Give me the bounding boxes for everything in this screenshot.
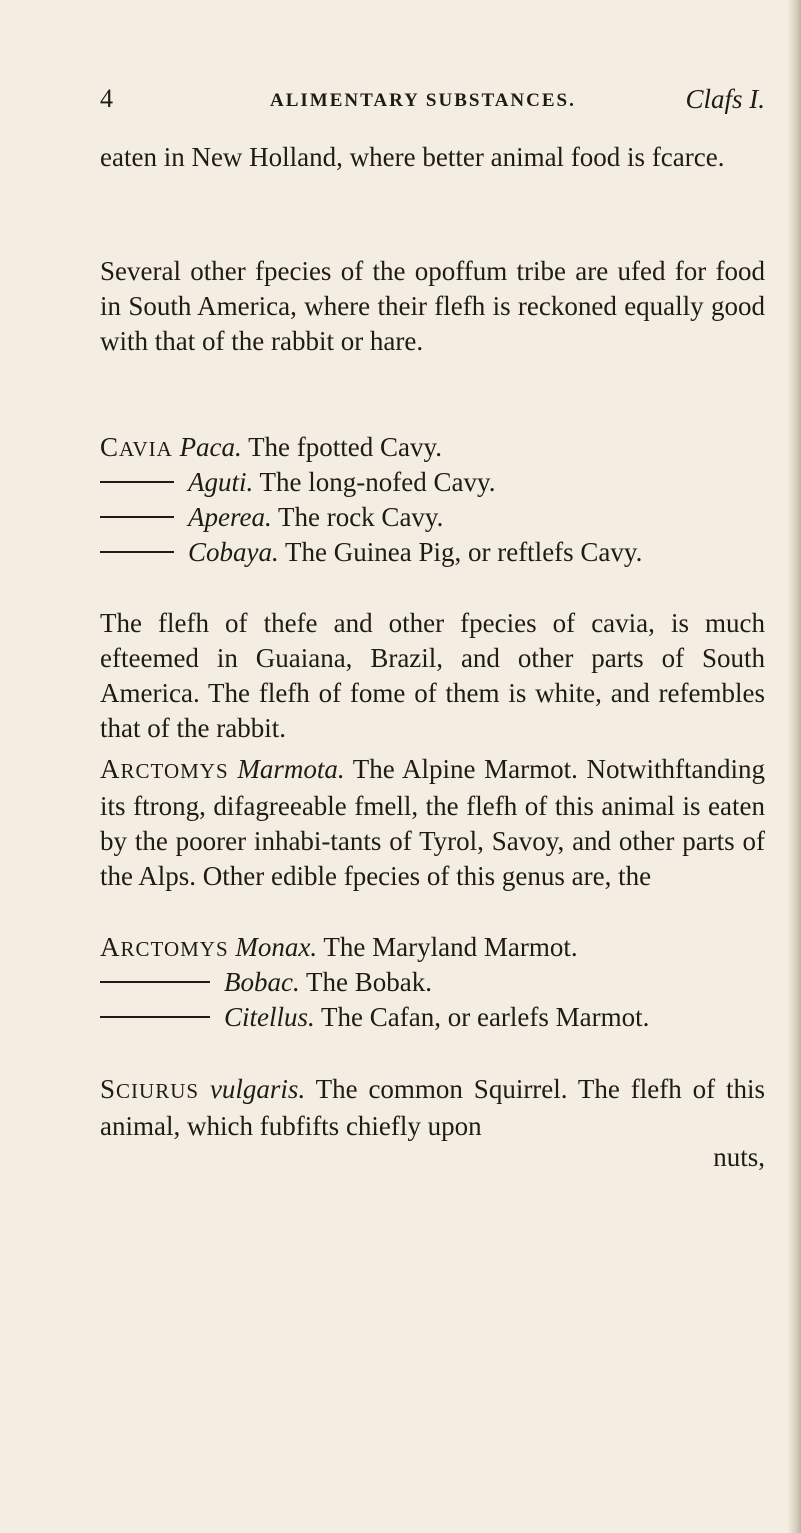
class-label: Clafs I. (685, 84, 765, 114)
species-name: Bobac. (224, 967, 300, 997)
cavia-cobaya-line (100, 537, 642, 568)
species-name: Citellus. (224, 1002, 315, 1032)
species-description: The Guinea Pig, or reftlefs Cavy. (285, 537, 643, 567)
arctomys-monax-line (100, 932, 578, 963)
species-name: Monax. (235, 932, 318, 962)
genus-name: ARCTOMYS (100, 754, 229, 784)
entry-text: The common Squirrel. The flefh of this animal, which fubfifts chiefly upon (100, 1074, 765, 1141)
species-name: vulgaris. (209, 1074, 306, 1104)
species-name: Aperea. (188, 502, 272, 532)
species-description: The Bobak. (306, 967, 432, 997)
page-number: 4 (100, 84, 113, 113)
running-header (100, 82, 765, 122)
ditto-dash (100, 981, 210, 983)
paragraph-alpine-marmot (100, 752, 765, 894)
paragraph-new-holland: eaten in New Holland, where better animal food is fcarce. (100, 142, 725, 172)
ditto-dash (100, 516, 174, 518)
ditto-dash (100, 551, 174, 553)
running-title: ALIMENTARY SUBSTANCES. (270, 90, 576, 111)
species-name: Marmota. (237, 754, 345, 784)
catchword: nuts, (713, 1142, 765, 1172)
ditto-dash (100, 481, 174, 483)
species-description: The fpotted Cavy. (248, 432, 443, 462)
ditto-dash (100, 1016, 210, 1018)
species-description: The Cafan, or earlefs Marmot. (321, 1002, 650, 1032)
paragraph-opossum: Several other fpecies of the opoffum tribe are ufed for food in South America, where their flefh is reckoned equally good with that of the rabbit or hare. (100, 256, 765, 356)
genus-name: ARCTOMYS (100, 932, 229, 962)
cavia-aguti-line (100, 467, 495, 498)
cavia-aperea-line (100, 502, 443, 533)
arctomys-citellus-line (100, 1002, 649, 1033)
page-edge-shadow (787, 0, 801, 1533)
species-description: The long-nofed Cavy. (259, 467, 496, 497)
species-name: Aguti. (188, 467, 254, 497)
species-name: Cobaya. (188, 537, 279, 567)
species-description: The rock Cavy. (277, 502, 444, 532)
paragraph-squirrel (100, 1072, 765, 1144)
cavia-paca-line (100, 432, 442, 463)
paragraph-cavia-flesh: The flefh of thefe and other fpecies of cavia, is much efteemed in Guaiana, Brazil, and other parts of South America. The flefh of fome of them is white, and refembles that of the rabbit. (100, 608, 765, 743)
arctomys-bobac-line (100, 967, 432, 998)
species-name: Paca. (179, 432, 242, 462)
entry-text: The Alpine Marmot. Notwithftanding its ftrong, difagreeable fmell, the flefh of this animal is eaten by the poorer inhabi-tants of Tyrol, Savoy, and other parts of the Alps. Other edible fpecies of this genus are, the (100, 754, 766, 891)
genus-name: CAVIA (100, 432, 173, 462)
species-description: The Maryland Marmot. (323, 932, 578, 962)
genus-name: SCIURUS (100, 1074, 200, 1104)
